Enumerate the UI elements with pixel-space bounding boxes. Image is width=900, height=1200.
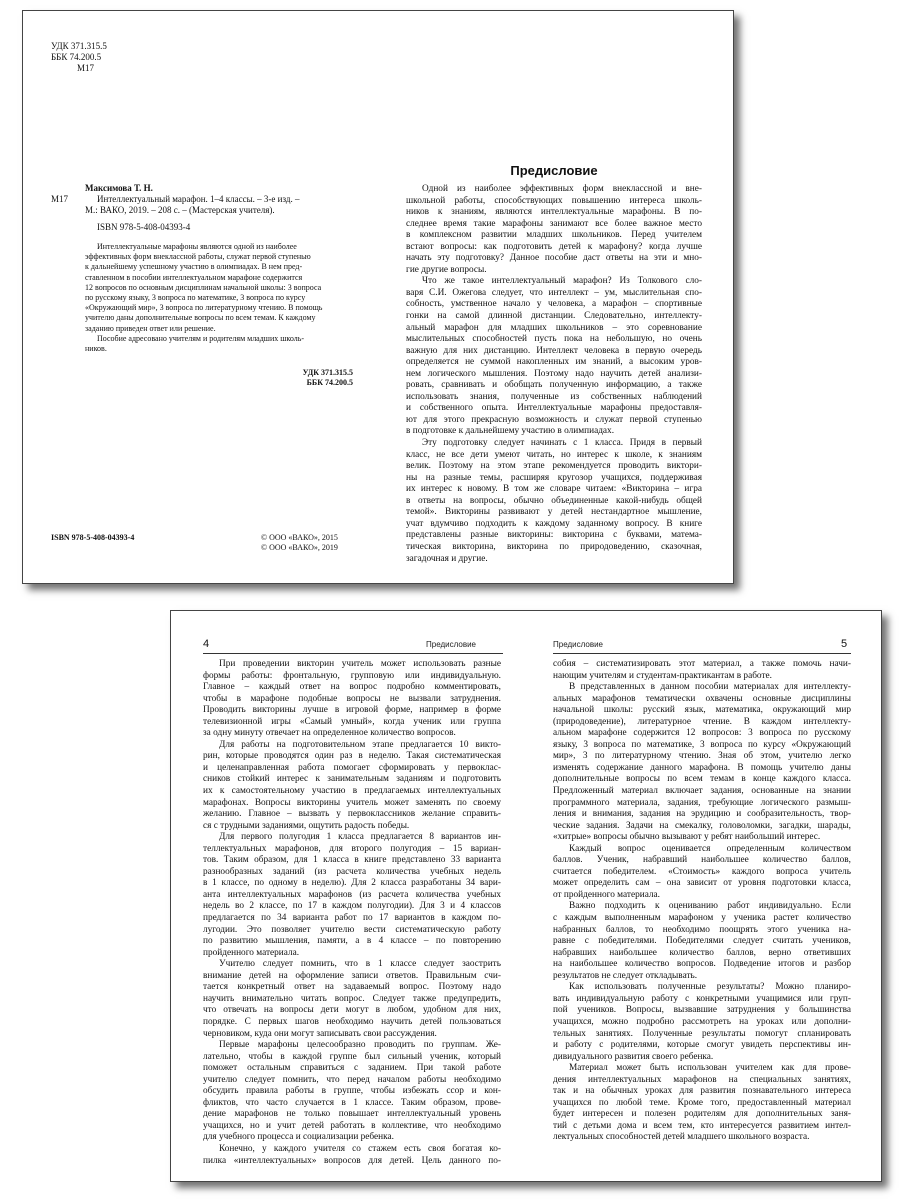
paragraph xyxy=(406,438,702,565)
text-line: «хитрые» вопросы обычно вызывают у ребят наибольший интерес. xyxy=(553,832,821,843)
text-line: Важно подходить к оцениванию работ индивидуально. Если xyxy=(569,901,851,912)
text-line: тельных занятиях. Полученные результаты помогут спланировать xyxy=(553,1028,851,1039)
annotation-line: к дальнейшему успешному участию в олимпиадах. В нем пред- xyxy=(85,262,303,272)
bib-line: М.: ВАКО, 2019. – 208 с. – (Мастерская учителя). xyxy=(85,205,275,215)
text-line: загадочная и другие. xyxy=(406,553,488,564)
text-line: языку, 3 вопроса по математике, 3 вопроса по курсу «Окружающий xyxy=(553,739,851,750)
text-line: фликтов, что часто случается в 1 классе. Таким образом, прове- xyxy=(203,1097,501,1108)
text-line: пилка «интеллектуальных» вопросов для детей. Цель данного по- xyxy=(203,1155,501,1166)
paragraph xyxy=(203,832,501,959)
page-number-right: 5 xyxy=(841,638,848,650)
text-line: разнообразных заданий (из расчета количества учебных недель xyxy=(203,866,501,877)
text-line: рин, которые проводятся один раз в неделю. Такая систематическая xyxy=(203,751,501,762)
page-number-left: 4 xyxy=(203,638,210,650)
text-line: ровать, сравнивать и обобщать полученную информацию, а также xyxy=(406,380,702,391)
text-line: ся с трудными заданиями, ощутить радость победы. xyxy=(203,820,410,831)
text-line: нем логического мышления. Поэтому надо научить детей анализи- xyxy=(406,368,702,379)
text-line: Первые марафоны целесообразно проводить по группам. Же- xyxy=(219,1040,501,1051)
isbn-bottom: ISBN 978-5-408-04393-4 xyxy=(51,533,135,542)
paragraph xyxy=(406,184,702,276)
copyright-preface-spread xyxy=(22,10,734,584)
bib-line: Интеллектуальный марафон. 1–4 классы. – 3-е изд. – xyxy=(97,194,300,204)
text-line: и работу с родителями, которые смогут увидеть перспективы ин- xyxy=(553,1040,851,1051)
preface-body xyxy=(406,184,702,565)
text-line: учителю следует помнить, что перед началом работы необходимо xyxy=(203,1074,501,1085)
text-line: При проведении викторин учитель может использовать разные xyxy=(219,659,501,669)
text-line: лугодии. Это позволяет учителю вести систематическую работу xyxy=(203,924,501,935)
text-line: обсудить правила работы в группе, чтобы избежать ссор и кон- xyxy=(203,1086,501,1097)
text-line: учащихся, но и учит детей работать в коллективе, что необходимо xyxy=(203,1120,501,1131)
text-line: внимание детей на оформление записи ответов. Правильным счи- xyxy=(203,970,501,981)
audience-line: ников. xyxy=(85,344,107,354)
bibliographic-record xyxy=(85,183,353,389)
udk-code: УДК 371.315.5 xyxy=(51,41,107,51)
text-line: собия – систематизировать этот материал, а также помочь начи- xyxy=(553,659,851,669)
text-line: следнее время такие марафоны занимают все более важное место xyxy=(406,218,702,229)
text-line: набранных баллов, то необходимо поощрять этого ученика на- xyxy=(553,924,851,935)
annotation-line: заданию приведен ответ или решение. xyxy=(85,323,216,333)
text-line: Что же такое интеллектуальный марафон? Из Толкового сло- xyxy=(422,276,702,287)
text-line: велик. Поэтому на этом этапе рекомендуется проводить виктори- xyxy=(406,461,702,472)
text-line: класс, не все дети умеют читать, но интерес к школе, к знаниям xyxy=(406,449,702,460)
text-line: желанию. Главное – вызвать у первоклассников желание справить- xyxy=(203,809,501,820)
text-line: ны на разные темы, расширяя кругозор учащихся, поддерживая xyxy=(406,472,702,483)
text-line: дивидуального развития своего ребенка. xyxy=(553,1051,714,1062)
paragraph xyxy=(553,1063,851,1144)
paragraph xyxy=(553,682,851,844)
text-line: изменять содержание данного марафона. В помощь учителю даны xyxy=(553,762,851,773)
paragraph xyxy=(553,901,851,982)
text-line: Как использовать полученные результаты? Можно планиро- xyxy=(569,982,851,993)
text-line: пой учеников. Вопросы, вызвавшие затруднения у большинства xyxy=(553,1005,851,1016)
text-line: чтобы в марафоне подобные вопросы не вызвали затруднения. xyxy=(203,693,501,704)
text-line: начать эту подготовку? Данное пособие даст ответы на эти и мно- xyxy=(406,253,702,264)
text-line: Учителю следует помнить, что в 1 классе следует заострить xyxy=(219,959,501,970)
text-line: их к самостоятельному участию в предлагаемых интеллектуальных xyxy=(203,786,501,797)
text-line: определяется не суммой накопленных им знаний, а высоким уров- xyxy=(406,357,702,368)
text-line: равне с победителями. Победителями следует считать учеников, xyxy=(553,936,851,947)
running-head-right: Предисловие xyxy=(553,640,603,649)
text-line: сников стойкий интерес к занимательным заданиям и подготовить xyxy=(203,774,501,785)
text-line: в ответы на вопросы, обычно объединенные какой-нибудь общей xyxy=(406,495,702,506)
copyright-block xyxy=(261,533,338,553)
paragraph xyxy=(203,1040,501,1144)
copyright-line: © ООО «ВАКО», 2019 xyxy=(261,543,338,553)
text-line: тается конкретный ответ на задаваемый вопрос. Поэтому надо xyxy=(203,982,501,993)
text-line: их интерес к новому. В том же словаре читаем: «Викторина – игра xyxy=(406,484,702,495)
text-line: считается победителем. «Стоимость» каждого вопроса учитель xyxy=(553,866,851,877)
annotation-line: 12 вопросов по основным дисциплинам начальной школы: 3 вопроса xyxy=(85,282,322,292)
text-line: набравших наибольшее количество баллов, верно ответивших xyxy=(553,947,851,958)
text-line: может определить сам – она зависит от уровня подготовки класса, xyxy=(553,878,851,889)
text-line: школьной работы, способствующих повышению интереса школь- xyxy=(406,195,702,206)
text-line: учащихся по любой теме. Кроме того, предоставленный материал xyxy=(553,1097,851,1108)
text-line: важную для них дистанцию. Интеллект человека в первую очередь xyxy=(406,345,702,356)
text-line: В представленных в данном пособии материалах для интеллекту- xyxy=(569,682,851,693)
text-line: дение марафонов не только повышает интеллектуальный уровень xyxy=(203,1109,501,1120)
text-line: от пройденного материала. xyxy=(553,889,660,900)
paragraph xyxy=(553,982,851,1063)
text-line: использовать знания, полученные из собственных наблюдений xyxy=(406,391,702,402)
text-line: Для первого полугодия 1 класса предлагается 8 вариантов ин- xyxy=(219,832,501,843)
text-line: встают вопросы: как подготовить детей к марафону? когда лучше xyxy=(406,241,702,252)
text-line: дения интеллектуальных марафонов на специальных занятиях, xyxy=(553,1074,851,1085)
text-line: недель во 2 классе, по 17 в каждом полугодии). Для 3 и 4 классов xyxy=(203,901,501,912)
paragraph xyxy=(203,959,501,1040)
text-line: по развитию мышления, памяти, а в 4 классе – по повторению xyxy=(203,936,501,947)
text-line: гонки на самой длинной дистанции. Следовательно, интеллекту- xyxy=(406,311,702,322)
text-line: за одну минуту отвечает на определенное количество вопросов. xyxy=(203,728,456,739)
text-line: и собственного опыта. Интеллектуальные марафоны предоставля- xyxy=(406,403,702,414)
udk-bottom: УДК 371.315.5 xyxy=(302,368,353,378)
annotation-line: «Окружающий мир», 3 вопроса по литературному чтению. В помощь xyxy=(85,303,323,313)
text-line: альных марафонов тематически охвачены основные дисциплины xyxy=(553,693,851,704)
paragraph xyxy=(203,740,501,832)
text-line: варя С.И. Ожегова следует, что интеллект – ум, мыслительная спо- xyxy=(406,287,702,298)
text-line: собность, умственное начало у человека, а марафон – спортивные xyxy=(406,299,702,310)
text-line: научить внимательно читать вопрос. Следует также предупредить, xyxy=(203,993,501,1004)
text-line: начальной школы: русский язык, математика, окружающий мир xyxy=(553,705,851,716)
classification-bottom xyxy=(85,368,353,388)
annotation xyxy=(85,242,353,354)
text-line: нающим учителям и студентам-практикантам в работе. xyxy=(553,670,772,681)
text-line: программного материала, задания, требующие логического размыш- xyxy=(553,797,851,808)
text-line: учащихся, можно подробно рассмотреть на уроках или дополни- xyxy=(553,1016,851,1027)
paragraph xyxy=(203,1144,501,1167)
paragraph xyxy=(553,844,851,902)
text-line: Конечно, у каждого учителя со стажем есть своя богатая ко- xyxy=(219,1143,501,1154)
text-line: так и на обычных уроках для развития познавательного интереса xyxy=(553,1086,851,1097)
text-line: ют для этого прекрасную возможность и служат первой ступенью xyxy=(406,414,702,425)
isbn-line: ISBN 978-5-408-04393-4 xyxy=(97,222,191,232)
author-name: Максимова Т. Н. xyxy=(85,183,153,193)
text-line: ления и внимания, задания на эрудицию и сообразительность, твор- xyxy=(553,809,851,820)
text-line: теллектуальных марафонов, для второго полугодия – 15 вариан- xyxy=(203,843,501,854)
author-sign-side-text: М17 xyxy=(51,194,69,204)
text-line: (природоведение), литературное чтение. В каждом интеллекту- xyxy=(553,716,851,727)
paragraph xyxy=(553,659,851,682)
text-line: Одной из наиболее эффективных форм внеклассной и вне- xyxy=(422,184,702,194)
text-line: черновиком, куда они могут записывать свои рассуждения. xyxy=(203,1028,437,1039)
text-line: поможет остальным справиться с заданием. При такой работе xyxy=(203,1063,501,1074)
text-line: результатов не следует откладывать. xyxy=(553,970,698,981)
text-line: ческие задания. Задачи на смекалку, головоломки, загадки, шарады, xyxy=(553,820,851,831)
text-line: для учебного процесса и социализации ребенка. xyxy=(203,1132,394,1143)
text-line: дополнительные вопросы по всем темам в конце каждого класса. xyxy=(553,774,851,785)
text-line: учат вдумчиво подходить к каждому заданному вопросу. В книге xyxy=(406,518,702,529)
text-line: что отвечать на вопросы дети могут в любом, удобном для них, xyxy=(203,1005,501,1016)
text-line: формы работы: фронтальную, групповую или индивидуальную. xyxy=(203,670,501,681)
text-line: Эту подготовку следует начинать с 1 класса. Придя в первый xyxy=(422,438,702,449)
text-line: марафонах. Вопросы викторины учитель может заменять по своему xyxy=(203,797,501,808)
bbk-bottom: ББК 74.200.5 xyxy=(306,378,353,388)
text-line: лательно, чтобы в каждой группе был сильный ученик, который xyxy=(203,1051,501,1062)
text-line: порядке. С первых шагов необходимо научить детей пользоваться xyxy=(203,1016,501,1027)
paragraph xyxy=(406,276,702,438)
text-line: представлены разные викторины: викторина с буквами, матема- xyxy=(406,530,702,541)
text-line: Каждый вопрос оценивается определенным количеством xyxy=(569,843,851,854)
text-line: мир», 3 по литературному чтению. Зная об этом, учителю легко xyxy=(553,751,851,762)
text-line: альный марафон для младших школьников – это соревнование xyxy=(406,322,702,333)
text-line: мыслительных способностей пусть пока на небольшую, но очень xyxy=(406,334,702,345)
annotation-line: Интеллектуальные марафоны являются одной из наиболее xyxy=(97,242,297,251)
text-line: будет интересен и полезен родителям для дополнительных заня- xyxy=(553,1109,851,1120)
text-line: альном марафоне содержится 12 вопросов: 3 вопроса по русскому xyxy=(553,728,851,739)
preface-title: Предисловие xyxy=(510,163,598,178)
bbk-code: ББК 74.200.5 xyxy=(51,52,102,62)
text-line: предлагается по 34 варианта работ по 17 вариантов в каждом по- xyxy=(203,913,501,924)
text-line: пройденного материала. xyxy=(203,947,300,958)
paragraph xyxy=(203,659,501,740)
annotation-line: учителю даны дополнительные вопросы по всем темам. К каждому xyxy=(85,313,316,323)
text-line: в комплексном развитии младших школьников. Перед учителем xyxy=(406,230,702,241)
header-rule-left xyxy=(203,653,503,654)
copyright-line: © ООО «ВАКО», 2015 xyxy=(261,533,338,542)
running-head-left: Предисловие xyxy=(426,640,476,649)
annotation-line: эффективных форм внеклассной работы, служат первой ступенью xyxy=(85,252,311,262)
text-line: тий с детьми дома и всем тем, кто интересуется развитием интел- xyxy=(553,1120,851,1131)
text-line: ников к знаниям, являются интеллектуальные марафоны. В по- xyxy=(406,207,702,218)
text-line: вать индивидуальную работу с конкретными учащимися или груп- xyxy=(553,993,851,1004)
imprint-codes xyxy=(51,41,351,74)
pages-4-5-spread xyxy=(170,610,882,1182)
text-line: темой». Викторины развивают у детей нестандартное мышление, xyxy=(406,507,702,518)
preface-page xyxy=(406,163,702,565)
text-line: в 1 классе, по одному в неделю). Для 2 класса разработаны 34 вари- xyxy=(203,878,501,889)
text-line: и целенаправленная работа помогает сформировать у первоклас- xyxy=(203,762,501,773)
annotation-line: по русскому языку, 3 вопроса по математике, 3 вопроса по курсу xyxy=(85,293,306,303)
text-line: баллов. Ученик, набравший наибольшее количество баллов, xyxy=(553,855,851,866)
header-rule-right xyxy=(553,653,851,654)
page-4-body xyxy=(203,659,501,1167)
text-line: тов. Таким образом, для 1 класса в книге представлено 33 варианта xyxy=(203,855,501,866)
text-line: Материал может быть использован учителем как для прове- xyxy=(569,1063,851,1074)
text-line: с каждым выполненным марафоном у ученика растет количество xyxy=(553,913,851,924)
annotation-line: ставленном в пособии интеллектуальном марафоне содержится xyxy=(85,272,303,282)
author-sign-side xyxy=(51,194,81,205)
text-line: Предложенный материал включает задания, основанные на знании xyxy=(553,786,851,797)
text-line: лектуальных способностей детей младшего школьного возраста. xyxy=(553,1132,810,1143)
text-line: телевизионной игры «Самый умный», когда ученик или группа xyxy=(203,716,501,727)
text-line: Главное – каждый ответ на вопрос подробно комментировать, xyxy=(203,682,501,693)
author-sign: М17 xyxy=(77,63,95,73)
page-5-body xyxy=(553,659,851,1144)
text-line: тическая викторина, викторина по природоведению, сказочная, xyxy=(406,541,702,552)
audience-line: Пособие адресовано учителям и родителям младших школь- xyxy=(97,333,305,343)
text-line: анта интеллектуальных марафонов (из расчета количества учебных xyxy=(203,889,501,900)
text-line: в подготовке к дальнейшему участию в олимпиадах. xyxy=(406,426,615,437)
text-line: гие другие вопросы. xyxy=(406,264,487,275)
text-line: Проводить викторины лучше в игровой форме, например в форме xyxy=(203,705,501,716)
text-line: на наибольшее количество вопросов. Подведение итогов и разбор xyxy=(553,959,851,970)
text-line: Для работы на подготовительном этапе предлагается 10 викто- xyxy=(219,739,501,750)
